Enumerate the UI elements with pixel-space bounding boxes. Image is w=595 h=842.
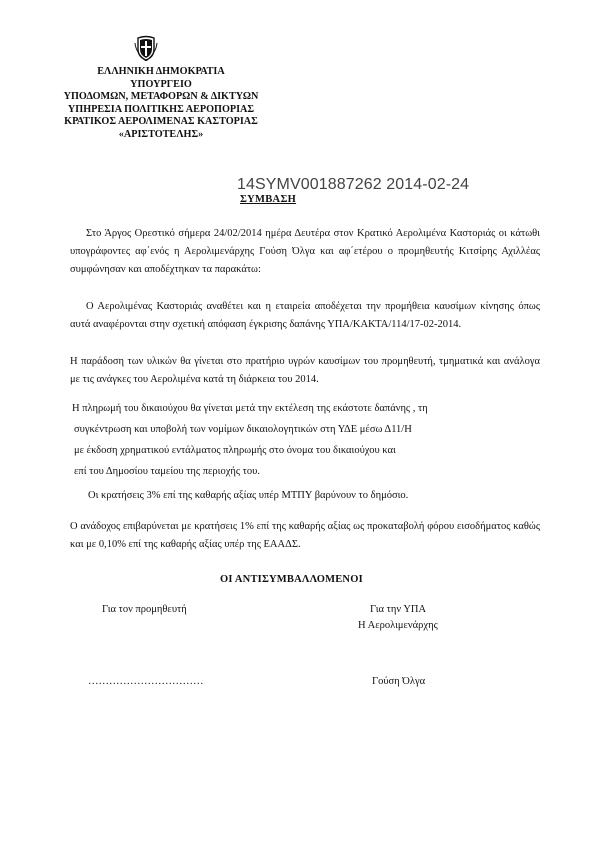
paragraph-deductions: Οι κρατήσεις 3% επί της καθαρής αξίας υπέρ ΜΤΠΥ βαρύνουν το δημόσιο. (88, 490, 409, 501)
authority-label: Για την ΥΠΑ (370, 604, 427, 615)
paragraph-text: Ο Αερολιμένας Καστοριάς αναθέτει και η εταιρεία αποδέχεται την προμήθεια καυσίμων κίνησης όπως αυτά αναφέρονται στην σχετική απόφαση έγκρισης δαπάνης ΥΠΑ/ΚΑΚΤΑ/114/17-02-2014. (70, 301, 540, 330)
header-line: ΥΠΟΔΟΜΩΝ, ΜΕΤΑΦΟΡΩΝ & ΔΙΚΤΥΩΝ (63, 91, 259, 103)
payment-line: Η πληρωμή του δικαιούχου θα γίνεται μετά την εκτέλεση της εκάστοτε δαπάνης , τη (72, 403, 428, 414)
payment-line: συγκέντρωση και υποβολή των νομίμων δικαιολογητικών στη ΥΔΕ μέσω Δ11/Η (74, 424, 412, 435)
supplier-signature-line: …………………………… (88, 676, 204, 687)
document-title: ΣΥΜΒΑΣΗ (240, 194, 297, 205)
paragraph-contractor-charges (70, 518, 540, 554)
header-line: «ΑΡΙΣΤΟΤΕΛΗΣ» (118, 128, 204, 140)
paragraph-delivery (70, 353, 540, 389)
paragraph-agreement (70, 225, 540, 279)
header-line: ΚΡΑΤΙΚΟΣ ΑΕΡΟΛΙΜΕΝΑΣ ΚΑΣΤΟΡΙΑΣ (64, 116, 258, 128)
authority-signatory-name: Γούση Όλγα (372, 676, 426, 687)
parties-heading: ΟΙ ΑΝΤΙΣΥΜΒΑΛΛΟΜΕΝΟΙ (220, 574, 363, 585)
paragraph-assignment (70, 298, 540, 334)
registry-stamp: 14SYMV001887262 2014-02-24 (237, 176, 470, 193)
payment-line: με έκδοση χρηματικού εντάλματος πληρωμής στο όνομα του δικαιούχου και (74, 445, 396, 456)
authority-role: Η Αερολιμενάρχης (358, 620, 438, 631)
issuer-header (40, 66, 282, 142)
paragraph-text: Ο ανάδοχος επιβαρύνεται με κρατήσεις 1% επί της καθαρής αξίας ως προκαταβολή φόρου εισοδήματος καθώς και με 0,10% επί της καθαρής αξίας υπέρ της ΕΑΑΔΣ. (70, 521, 540, 550)
header-line: ΥΠΗΡΕΣΙΑ ΠΟΛΙΤΙΚΗΣ ΑΕΡΟΠΟΡΙΑΣ (67, 103, 255, 115)
supplier-label: Για τον προμηθευτή (102, 604, 187, 615)
paragraph-text: Στο Άργος Ορεστικό σήμερα 24/02/2014 ημέρα Δευτέρα στον Κρατικό Αερολιμένα Καστοριάς οι κάτωθι υπογράφοντες αφ΄ενός η Αερολιμενάρχης Γούση Όλγα και αφ΄ετέρου ο προμηθευτής Κιτσίρης Αχιλλέας συμφώνησαν και αποδέχτηκαν τα παρακάτω: (70, 228, 540, 275)
header-line: ΕΛΛΗΝΙΚΗ ΔΗΜΟΚΡΑΤΙΑ (97, 66, 225, 77)
payment-line: επί του Δημοσίου ταμείου της περιοχής του. (74, 466, 260, 477)
greek-coat-of-arms-icon (134, 35, 158, 61)
header-line: ΥΠΟΥΡΓΕΙΟ (130, 78, 192, 90)
paragraph-text: Η παράδοση των υλικών θα γίνεται στο πρατήριο υγρών καυσίμων του προμηθευτή, τμηματικά και ανάλογα με τις ανάγκες του Αερολιμένα κατά τη διάρκεια του 2014. (70, 356, 540, 385)
